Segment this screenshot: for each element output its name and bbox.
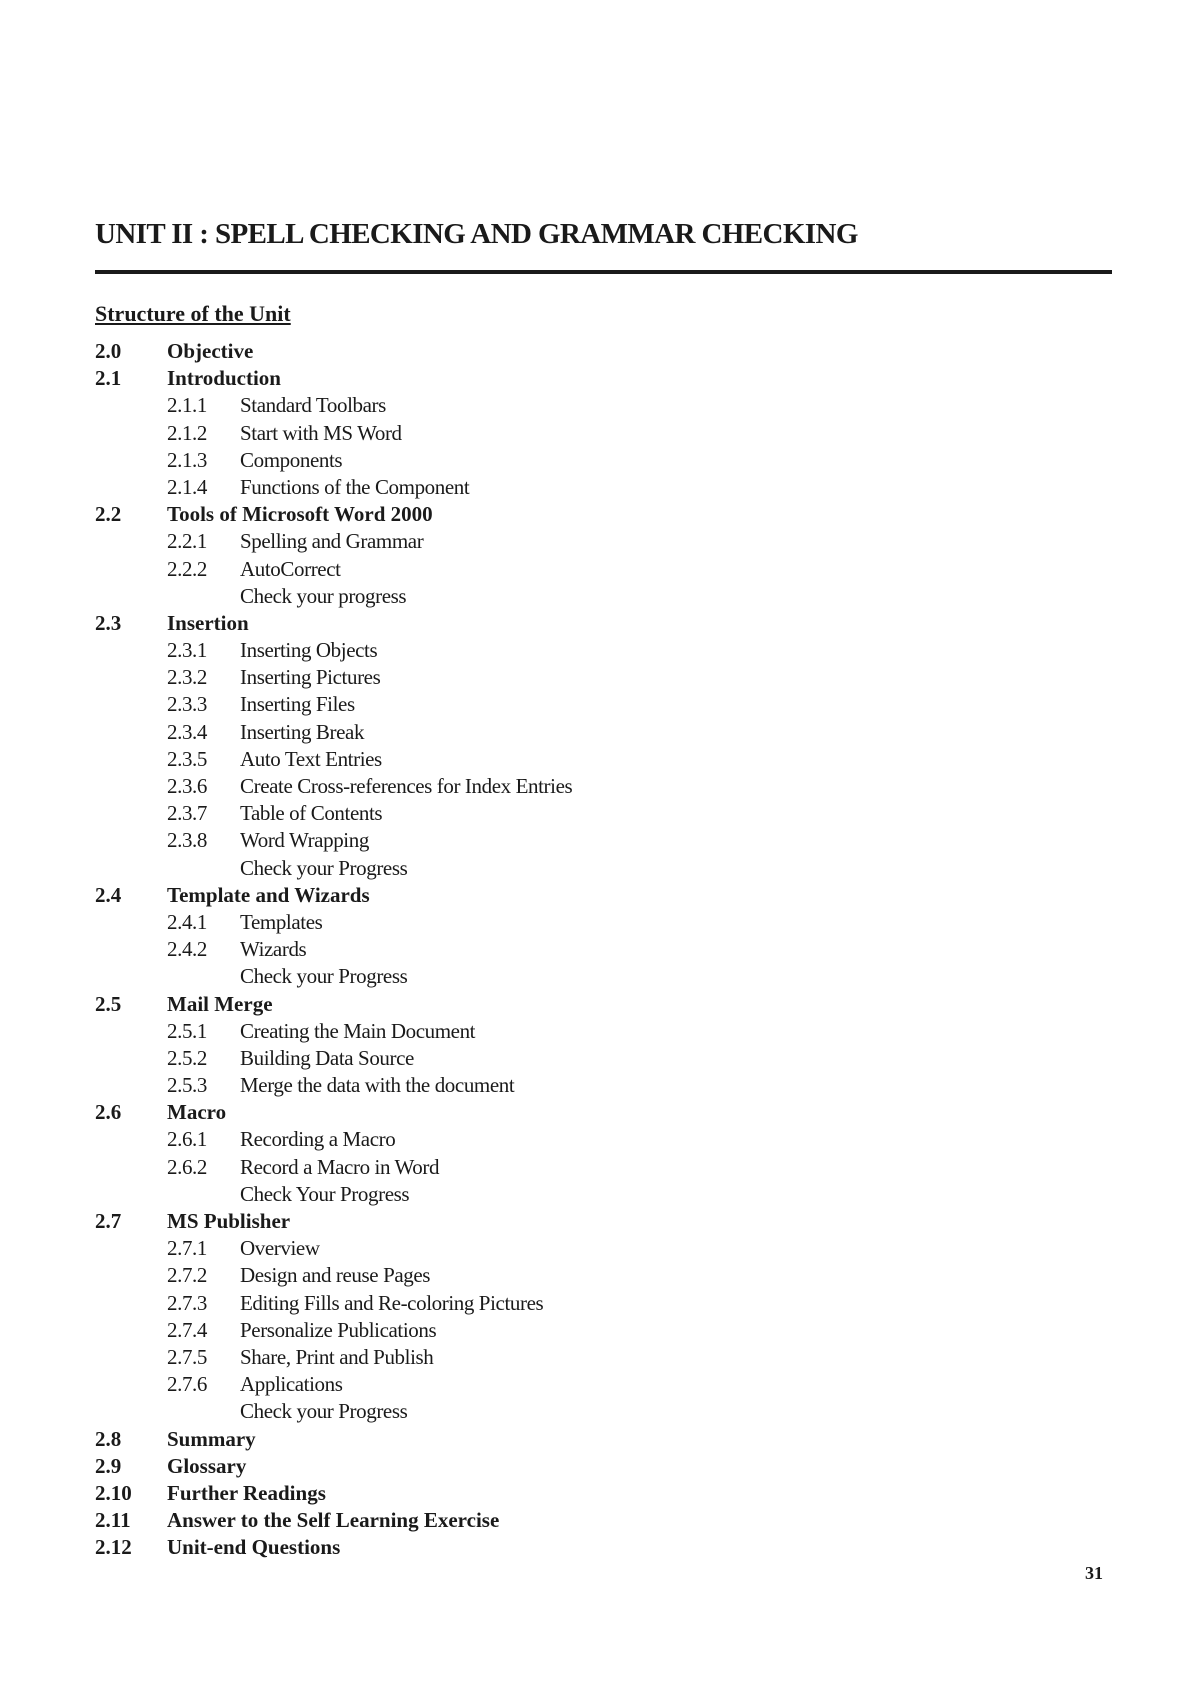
toc-number: 2.3.8: [167, 828, 208, 853]
toc-section: [95, 1099, 1095, 1126]
toc-subsection: [95, 1045, 1095, 1072]
toc-subsection: [95, 1398, 1095, 1425]
toc-subsection: [95, 800, 1095, 827]
toc-label: Template and Wizards: [167, 882, 370, 907]
toc-label: Unit-end Questions: [167, 1535, 341, 1560]
toc-label: Check your Progress: [240, 964, 408, 989]
toc-subsection: [95, 474, 1095, 501]
toc-number: 2.2.2: [167, 556, 208, 581]
toc-label: Insertion: [167, 610, 249, 635]
toc-number: 2.2: [95, 502, 122, 527]
toc-number: 2.9: [95, 1453, 122, 1478]
toc-label: Answer to the Self Learning Exercise: [167, 1508, 500, 1533]
toc-number: 2.6.2: [167, 1154, 208, 1179]
toc-number: 2.3.4: [167, 719, 208, 744]
toc-number: 2.2.1: [167, 529, 208, 554]
toc-number: 2.5: [95, 991, 122, 1016]
toc-subsection: [95, 1072, 1095, 1099]
toc-label: Wizards: [240, 937, 307, 962]
toc-label: Table of Contents: [240, 801, 383, 826]
toc-subsection: [95, 719, 1095, 746]
toc-subsection: [95, 691, 1095, 718]
toc-subsection: [95, 1126, 1095, 1153]
toc-number: 2.3: [95, 610, 122, 635]
toc-number: 2.7.2: [167, 1263, 208, 1288]
toc-subsection: [95, 746, 1095, 773]
toc-label: Spelling and Grammar: [240, 529, 424, 554]
toc-section: [95, 365, 1095, 392]
toc-section: [95, 338, 1095, 365]
toc-label: Editing Fills and Re-coloring Pictures: [240, 1290, 544, 1315]
toc-number: 2.0: [95, 339, 122, 363]
toc-section: [95, 610, 1095, 637]
toc-number: 2.3.5: [167, 746, 208, 771]
toc-number: 2.3.7: [167, 801, 208, 826]
title-rule: [95, 270, 1112, 274]
toc-label: Summary: [167, 1426, 256, 1451]
toc-number: 2.7.6: [167, 1372, 208, 1397]
toc-number: 2.4.2: [167, 937, 208, 962]
toc-subsection: [95, 664, 1095, 691]
toc-label: MS Publisher: [167, 1209, 291, 1233]
toc-label: Building Data Source: [240, 1045, 414, 1070]
toc-subsection: [95, 963, 1095, 990]
toc-label: Macro: [167, 1100, 227, 1125]
toc-subsection: [95, 1235, 1095, 1262]
toc-label: Inserting Break: [240, 719, 365, 744]
toc-label: Check your Progress: [240, 855, 408, 880]
toc-label: Check Your Progress: [240, 1181, 410, 1206]
toc-number: 2.5.2: [167, 1045, 208, 1070]
toc-subsection: [95, 583, 1095, 610]
toc-number: 2.5.3: [167, 1073, 208, 1098]
toc-number: 2.1: [95, 366, 122, 391]
toc-label: Personalize Publications: [240, 1317, 437, 1342]
toc-label: Start with MS Word: [240, 420, 402, 445]
toc-number: 2.10: [95, 1480, 132, 1505]
toc-label: Components: [240, 447, 343, 472]
toc-label: Check your progress: [240, 583, 407, 608]
toc-number: 2.3.3: [167, 692, 208, 717]
toc-label: Auto Text Entries: [240, 746, 382, 771]
toc-number: 2.3.6: [167, 774, 208, 798]
toc-subsection: [95, 855, 1095, 882]
toc-number: 2.7.3: [167, 1290, 208, 1315]
toc-subsection: [95, 528, 1095, 555]
toc-label: Inserting Objects: [240, 638, 378, 663]
toc-number: 2.5.1: [167, 1018, 208, 1043]
toc-number: 2.1.3: [167, 447, 208, 472]
toc-number: 2.7: [95, 1209, 122, 1233]
toc-section: [95, 1534, 1095, 1561]
toc-label: AutoCorrect: [240, 556, 341, 581]
toc-label: Further Readings: [167, 1480, 326, 1505]
toc-subsection: [95, 1290, 1095, 1317]
toc-label: Word Wrapping: [240, 828, 369, 853]
toc-label: Functions of the Component: [240, 474, 470, 499]
toc-number: 2.6.1: [167, 1127, 208, 1152]
toc-label: Design and reuse Pages: [240, 1263, 431, 1288]
toc-label: Glossary: [167, 1453, 247, 1478]
toc-label: Recording a Macro: [240, 1127, 396, 1152]
toc-subsection: [95, 1371, 1095, 1398]
toc-number: 2.12: [95, 1535, 132, 1560]
toc-number: 2.11: [95, 1508, 131, 1533]
toc-subsection: [95, 827, 1095, 854]
toc-section: [95, 1453, 1095, 1480]
toc-number: 2.3.2: [167, 665, 208, 690]
toc-label: Introduction: [167, 366, 281, 391]
toc-subsection: [95, 909, 1095, 936]
toc-number: 2.1.4: [167, 474, 208, 499]
toc-subsection: [95, 420, 1095, 447]
toc-label: Record a Macro in Word: [240, 1154, 440, 1179]
toc-label: Inserting Files: [240, 692, 355, 717]
toc-label: Creating the Main Document: [240, 1018, 476, 1043]
toc-subsection: [95, 556, 1095, 583]
toc-subsection: [95, 392, 1095, 419]
page-title: UNIT II : SPELL CHECKING AND GRAMMAR CHECKING: [95, 218, 858, 250]
toc-section: [95, 501, 1095, 528]
toc-subsection: [95, 773, 1095, 800]
toc-section: [95, 882, 1095, 909]
toc-number: 2.3.1: [167, 638, 208, 663]
toc-section: [95, 1426, 1095, 1453]
toc-subsection: [95, 1344, 1095, 1371]
toc-label: Templates: [240, 909, 323, 934]
toc-number: 2.4.1: [167, 909, 208, 934]
toc-section: [95, 991, 1095, 1018]
toc-number: 2.7.4: [167, 1317, 208, 1342]
toc-subsection: [95, 1154, 1095, 1181]
toc-section: [95, 1208, 1095, 1235]
toc-label: Create Cross-references for Index Entries: [240, 774, 573, 798]
toc-number: 2.7.1: [167, 1236, 208, 1261]
structure-heading: Structure of the Unit: [95, 301, 291, 326]
toc-number: 2.8: [95, 1426, 122, 1451]
toc-number: 2.4: [95, 882, 122, 907]
toc-label: Overview: [240, 1236, 320, 1261]
table-of-contents: [95, 338, 1095, 1561]
toc-subsection: [95, 447, 1095, 474]
page-number: 31: [1085, 1563, 1103, 1583]
toc-label: Inserting Pictures: [240, 665, 381, 690]
toc-label: Objective: [167, 339, 254, 363]
toc-label: Standard Toolbars: [240, 393, 386, 418]
toc-label: Share, Print and Publish: [240, 1344, 434, 1369]
toc-section: [95, 1480, 1095, 1507]
toc-number: 2.6: [95, 1100, 122, 1125]
toc-label: Check your Progress: [240, 1399, 408, 1424]
toc-number: 2.7.5: [167, 1344, 208, 1369]
toc-subsection: [95, 1317, 1095, 1344]
toc-number: 2.1.1: [167, 393, 208, 418]
toc-label: Mail Merge: [167, 991, 273, 1016]
toc-subsection: [95, 936, 1095, 963]
toc-label: Tools of Microsoft Word 2000: [167, 502, 433, 527]
toc-section: [95, 1507, 1095, 1534]
toc-label: Merge the data with the document: [240, 1073, 515, 1098]
toc-subsection: [95, 637, 1095, 664]
toc-number: 2.1.2: [167, 420, 208, 445]
toc-label: Applications: [240, 1372, 343, 1397]
toc-subsection: [95, 1262, 1095, 1289]
toc-subsection: [95, 1018, 1095, 1045]
toc-subsection: [95, 1181, 1095, 1208]
